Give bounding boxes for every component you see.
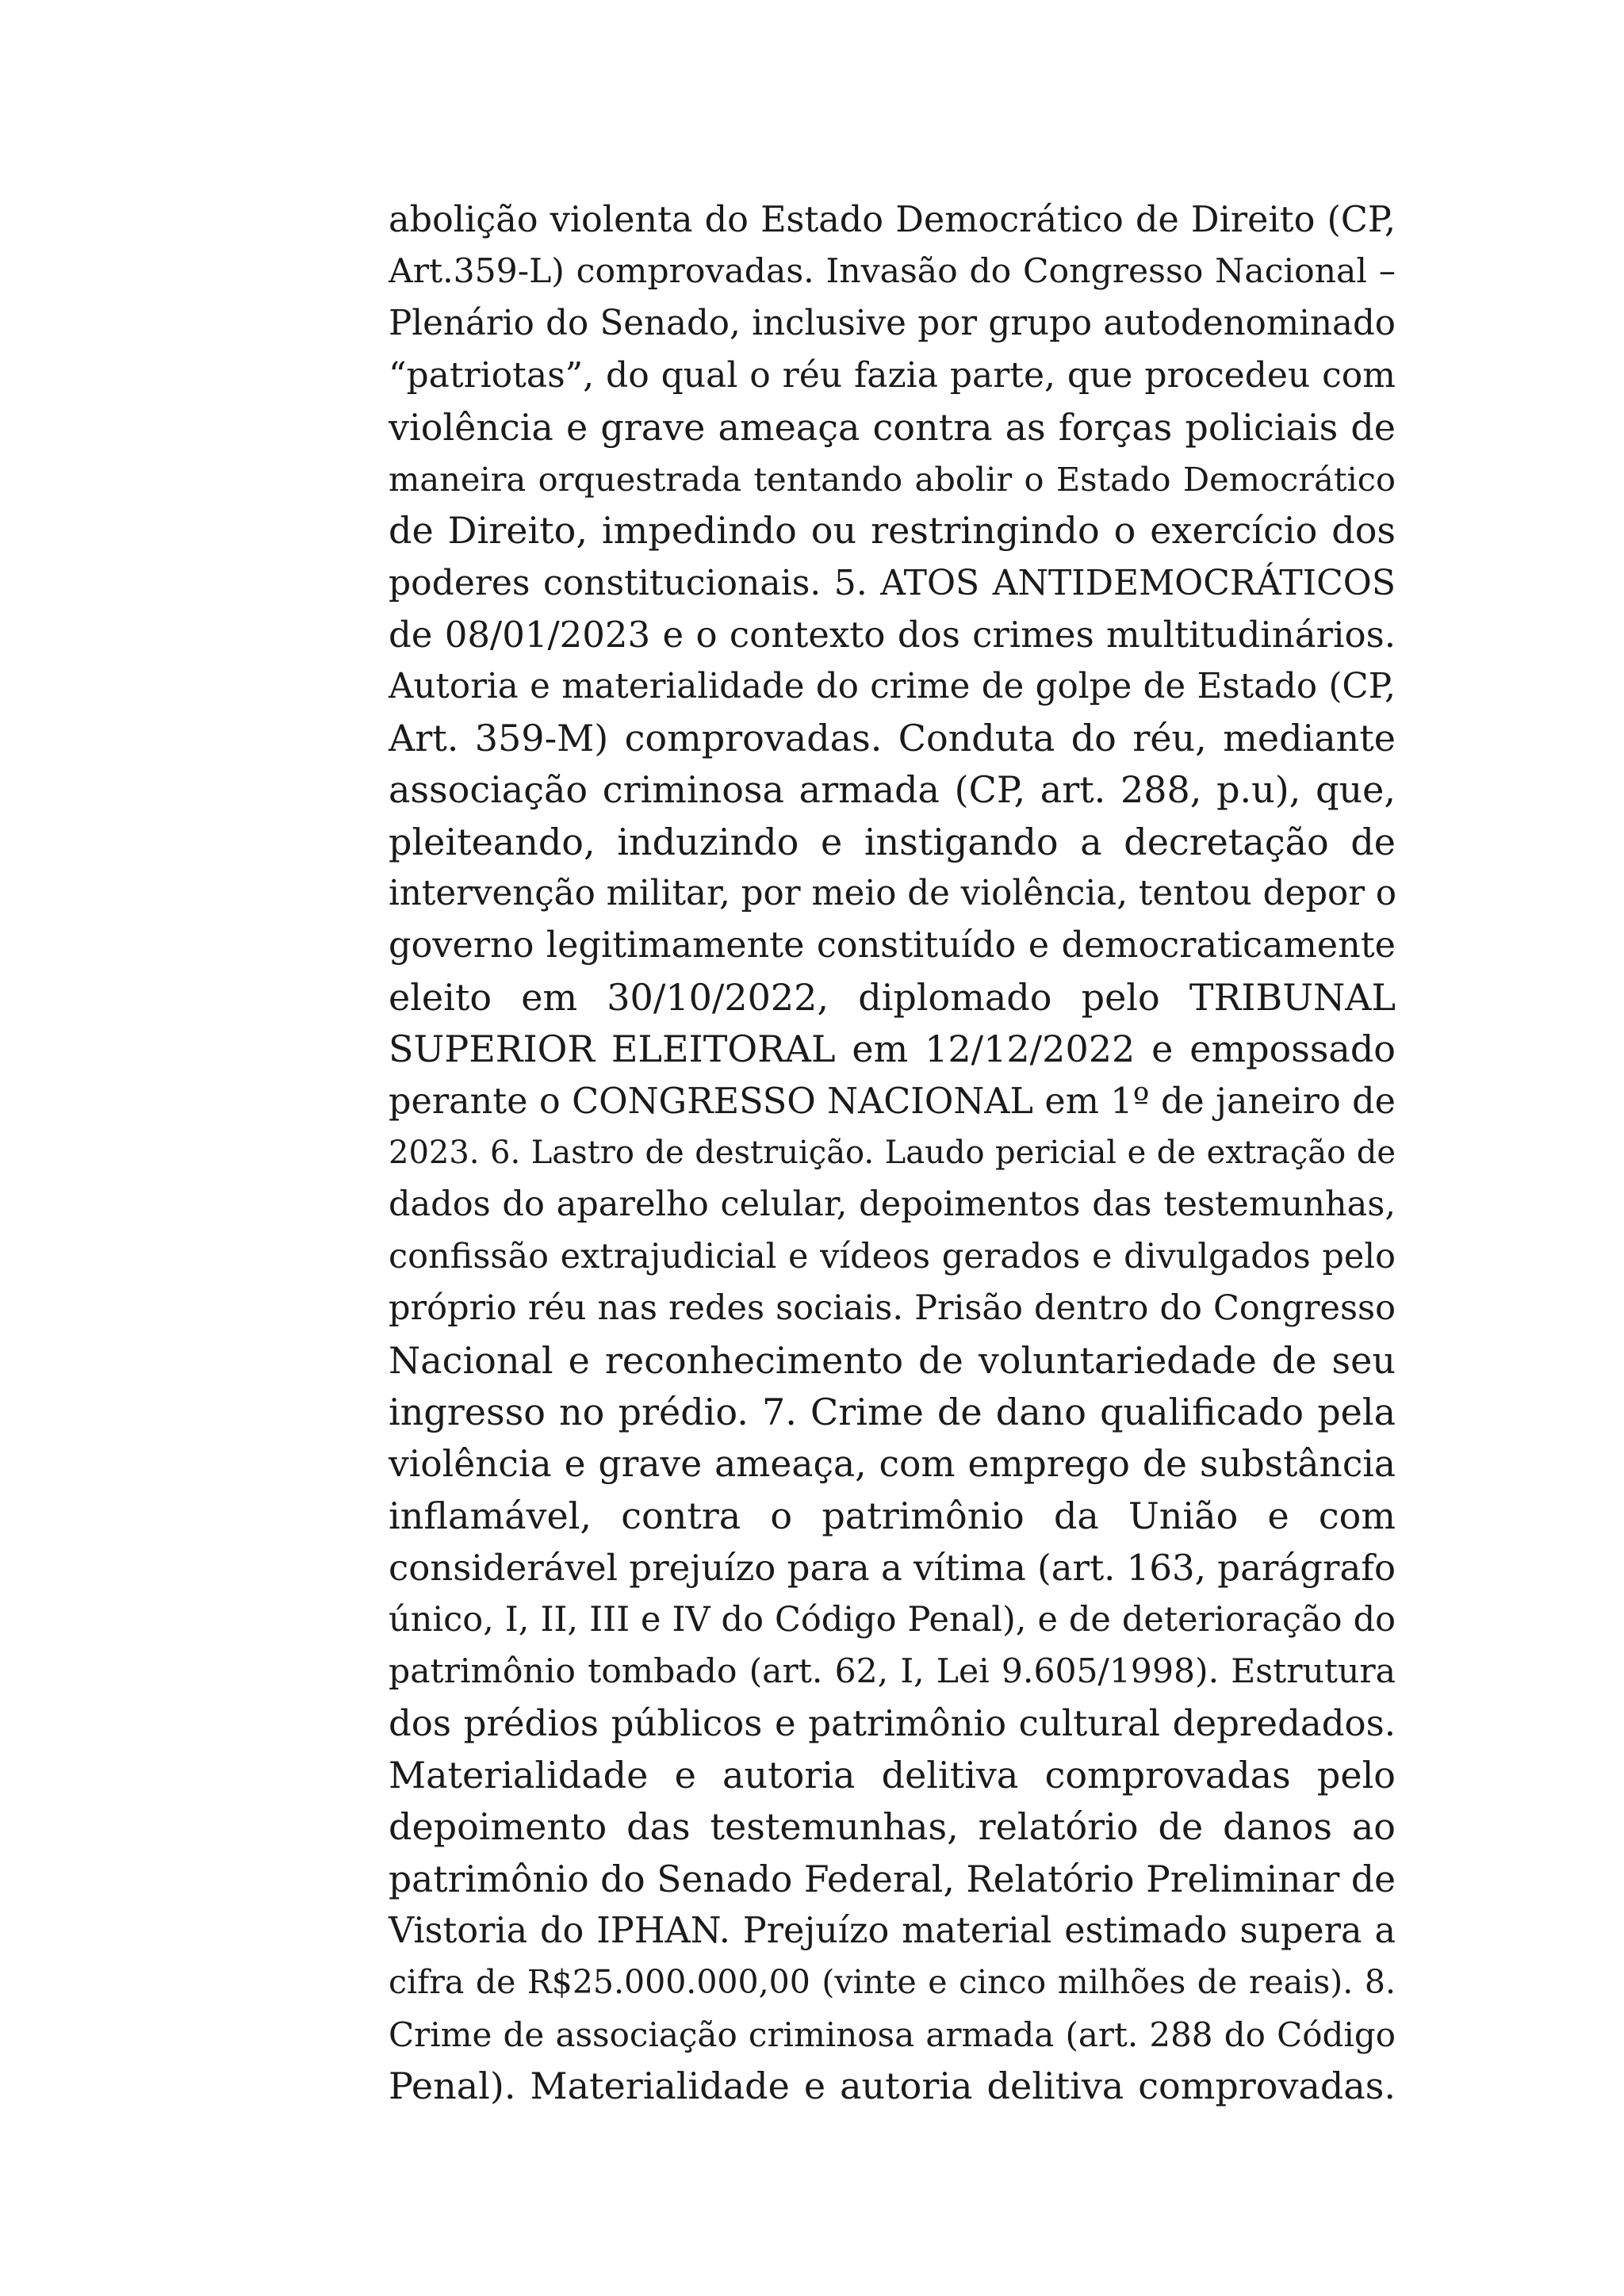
text-line: Autoria e materialidade do crime de golpe de Estado (CP, <box>389 666 1396 706</box>
body-text <box>389 194 1396 2112</box>
text-line: único, I, II, III e IV do Código Penal), e de deterioração do <box>389 1599 1396 1640</box>
text-line: patrimônio do Senado Federal, Relatório Preliminar de <box>389 1858 1396 1900</box>
text-line: Materialidade e autoria delitiva comprovadas pelo <box>389 1753 1396 1797</box>
text-line: “patriotas”, do qual o réu fazia parte, que procedeu com <box>389 355 1396 396</box>
text-line: de Direito, impedindo ou restringindo o exercício dos <box>389 509 1396 553</box>
text-line: inflamável, contra o patrimônio da União e com <box>389 1494 1396 1537</box>
text-line: Art.359-L) comprovadas. Invasão do Congresso Nacional – <box>389 252 1396 292</box>
text-line: SUPERIOR ELEITORAL em 12/12/2022 e empossado <box>389 1027 1396 1071</box>
text-line: Penal). Materialidade e autoria delitiva comprovadas. <box>389 2064 1396 2108</box>
text-line: Crime de associação criminosa armada (art. 288 do Código <box>389 2015 1396 2054</box>
text-line: Art. 359-M) comprovadas. Conduta do réu, mediante <box>389 716 1396 760</box>
text-line: depoimento das testemunhas, relatório de danos ao <box>389 1805 1396 1849</box>
text-line: considerável prejuízo para a vítima (art. 163, parágrafo <box>389 1547 1396 1590</box>
text-line: governo legitimamente constituído e democraticamente <box>389 925 1396 966</box>
text-line: ingresso no prédio. 7. Crime de dano qualificado pela <box>389 1390 1396 1433</box>
text-line: violência e grave ameaça, com emprego de substância <box>389 1443 1396 1486</box>
text-line: 2023. 6. Lastro de destruição. Laudo pericial e de extração de <box>389 1135 1396 1172</box>
text-line: intervenção militar, por meio de violência, tentou depor o <box>389 874 1397 914</box>
text-line: poderes constitucionais. 5. ATOS ANTIDEMOCRÁTICOS <box>389 562 1396 603</box>
text-line: eleito em 30/10/2022, diplomado pelo TRIBUNAL <box>389 975 1396 1019</box>
text-line: de 08/01/2023 e o contexto dos crimes multitudinários. <box>389 614 1396 656</box>
text-line: patrimônio tombado (art. 62, I, Lei 9.605/1998). Estrutura <box>389 1651 1396 1691</box>
text-line: dados do aparelho celular, depoimentos das testemunhas, <box>389 1184 1396 1225</box>
text-line: próprio réu nas redes sociais. Prisão dentro do Congresso <box>389 1288 1396 1329</box>
text-line: maneira orquestrada tentando abolir o Estado Democrático <box>389 459 1396 499</box>
text-line: cifra de R$25.000.000,00 (vinte e cinco milhões de reais). 8. <box>389 1963 1396 2002</box>
text-line: confissão extrajudicial e vídeos gerados e divulgados pelo <box>389 1236 1396 1276</box>
text-line: Plenário do Senado, inclusive por grupo autodenominado <box>389 303 1396 343</box>
text-line: Vistoria do IPHAN. Prejuízo material estimado supera a <box>389 1910 1396 1951</box>
text-line: abolição violenta do Estado Democrático de Direito (CP, <box>389 200 1396 240</box>
text-line: dos prédios públicos e patrimônio cultural depredados. <box>389 1702 1396 1745</box>
text-line: pleiteando, induzindo e instigando a decretação de <box>389 820 1396 863</box>
text-line: Nacional e reconhecimento de voluntariedade de seu <box>389 1338 1396 1382</box>
text-line: associação criminosa armada (CP, art. 288, p.u), que, <box>389 768 1396 812</box>
text-line: violência e grave ameaça contra as forças policiais de <box>389 405 1396 449</box>
text-line: perante o CONGRESSO NACIONAL em 1º de janeiro de <box>389 1081 1396 1122</box>
